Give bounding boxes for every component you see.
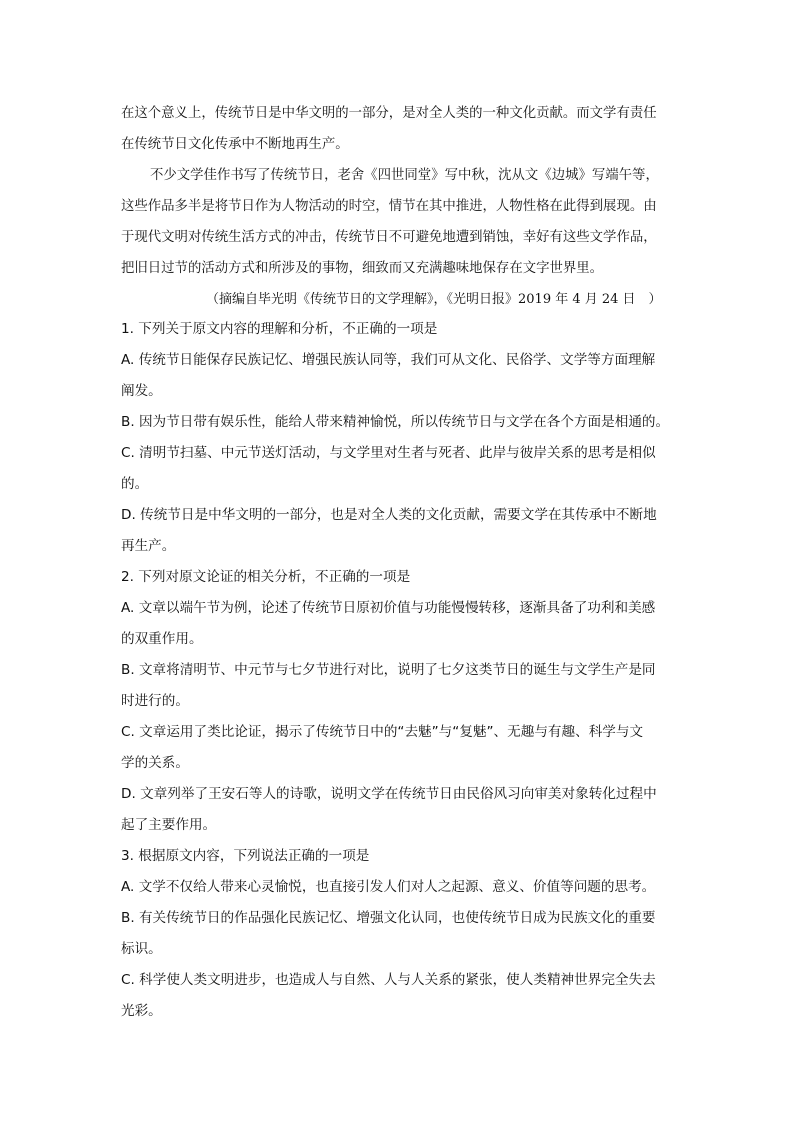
option-c [121,965,681,1027]
option-line: 时进行的。 [121,693,189,709]
source-citation: （摘编自毕光明《传统节日的文学理解》，《光明日报》2019 年 4 月 24 日 ） [206,292,662,307]
option-d [121,500,681,562]
option-b [121,655,681,717]
option-line: C. 清明节扫墓、中元节送灯活动，与文学里对生者与死者、此岸与彼岸关系的思考是相似 [121,445,656,461]
text-line: 于现代文明对传统生活方式的冲击，传统节日不可避免地遭到销蚀，幸好有这些文学作品， [121,230,657,245]
text-line: 在这个意义上，传统节日是中华文明的一部分，是对全人类的一种文化贡献。而文学有责任 [121,106,657,121]
option-line: B. 因为节日带有娱乐性，能给人带来精神愉悦，所以传统节日与文学在各个方面是相通的。 [121,414,670,430]
option-line: A. 传统节日能保存民族记忆、增强民族认同等，我们可从文化、民俗学、文学等方面理解 [121,352,656,368]
option-a [121,593,681,655]
reading-passage [121,98,681,315]
option-line: 光彩。 [121,1003,162,1019]
option-line: D. 传统节日是中华文明的一部分，也是对全人类的文化贡献，需要文学在其传承中不断地 [121,507,657,523]
question-block [121,314,681,562]
option-line: 阐发。 [121,383,162,399]
question-stem: 3. 根据原文内容，下列说法正确的一项是 [121,848,370,864]
option-line: B. 文章将清明节、中元节与七夕节进行对比，说明了七夕这类节日的诞生与文学生产是同 [121,662,656,678]
option-line: 起了主要作用。 [121,817,217,833]
question-stem: 1. 下列关于原文内容的理解和分析，不正确的一项是 [121,321,438,337]
option-c [121,717,681,779]
option-line: 标识。 [121,941,162,957]
option-line: 的双重作用。 [121,631,203,647]
option-b [121,407,681,438]
question-stem: 2. 下列对原文论证的相关分析，不正确的一项是 [121,569,411,585]
option-line: A. 文章以端午节为例，论述了传统节日原初价值与功能慢慢转移，逐渐具备了功利和美感 [121,600,656,616]
question-block [121,562,681,841]
question-list [121,314,681,1027]
text-line: 不少文学佳作书写了传统节日，老舍《四世同堂》写中秋，沈从文《边城》写端午等， [150,168,659,183]
option-line: C. 文章运用了类比论证，揭示了传统节日中的“去魅”与“复魅”、无趣与有趣、科学与文 [121,724,644,740]
text-line: 这些作品多半是将节日作为人物活动的时空，情节在其中推进，人物性格在此得到展现。由 [121,199,657,214]
option-b [121,903,681,965]
option-line: 学的关系。 [121,755,189,771]
option-c [121,438,681,500]
text-line: 在传统节日文化传承中不断地再生产。 [121,137,349,152]
option-line: C. 科学使人类文明进步，也造成人与自然、人与人关系的紧张，使人类精神世界完全失去 [121,972,656,988]
option-line: D. 文章列举了王安石等人的诗歌，说明文学在传统节日由民俗风习向审美对象转化过程中 [121,786,657,802]
text-line: 把旧日过节的活动方式和所涉及的事物，细致而又充满趣味地保存在文字世界里。 [121,261,604,276]
option-d [121,779,681,841]
option-line: A. 文学不仅给人带来心灵愉悦，也直接引发人们对人之起源、意义、价值等问题的思考。 [121,879,656,895]
option-a [121,345,681,407]
option-line: 再生产。 [121,538,176,554]
question-block [121,841,681,1027]
option-line: 的。 [121,476,149,492]
passage-paragraph [121,160,681,284]
passage-paragraph [121,98,681,160]
option-a [121,872,681,903]
option-line: B. 有关传统节日的作品强化民族记忆、增强文化认同，也使传统节日成为民族文化的重要 [121,910,656,926]
